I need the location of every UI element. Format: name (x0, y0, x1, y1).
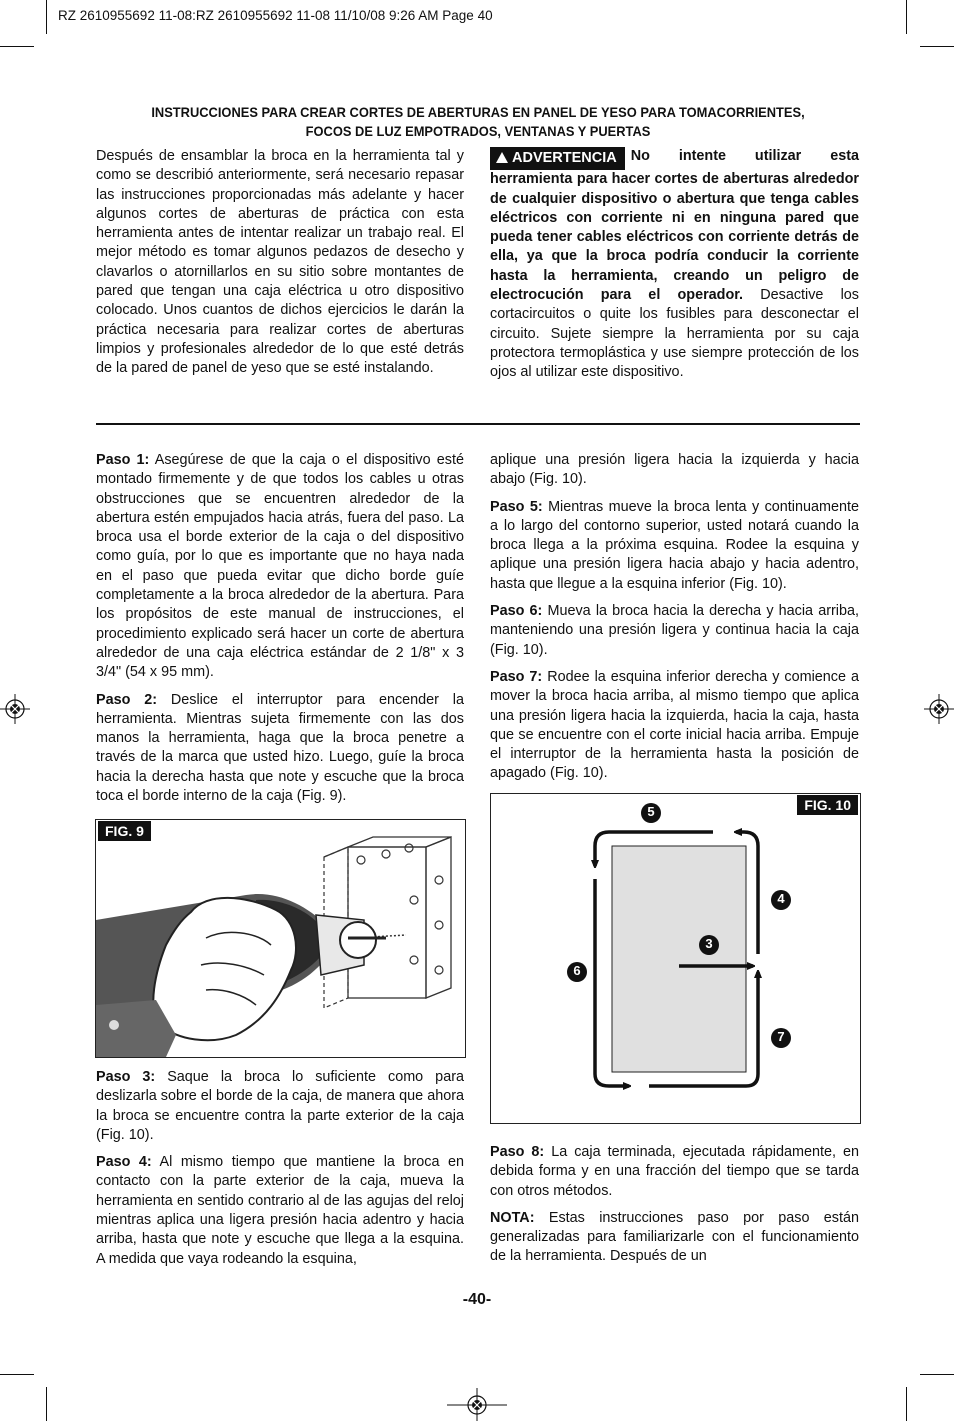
rotary-tool-illustration (96, 820, 465, 1057)
step-text: Rodee la esquina inferior derecha y comience a mover la broca hacia arriba, al mismo tiempo que aplica una presión ligera hacia la izquierda, hacia la caja, hasta que se encuentre con el corte inicial hacia arriba. Empuje el interruptor de la herramienta hasta la posición de apagado (Fig. 10). (490, 668, 859, 782)
step-5 (490, 498, 859, 594)
step-1 (96, 451, 464, 683)
cutout-path-diagram (491, 794, 860, 1123)
steps-left-top (96, 451, 464, 814)
steps-left-bottom (96, 1068, 464, 1277)
step-7 (490, 668, 859, 784)
registration-mark-icon (924, 692, 954, 726)
crop-mark (906, 1387, 907, 1421)
note (490, 1209, 859, 1267)
step-2 (96, 691, 464, 807)
intro-text: Después de ensamblar la broca en la herramienta tal y como se describió anteriormente, será necesario repasar las instrucciones proporcionadas más adelante y hacer algunos cortes de aberturas de práctica con esta herramienta antes de intentar realizar un trabajo real. El mejor método es tomar algunos pedazos de desecho y clavarlos o atornillarlos en su sitio sobre montantes de pared que tengan una caja eléctrica u otro dispositivo colocado. Unos cuantos de dichos ejercicios le darán la práctica necesaria para realizar cortes de aberturas limpios y profesionales alrededor de lo que esté detrás de la pared de panel de yeso que se esté instalando. (96, 148, 464, 377)
note-label: NOTA: (490, 1209, 535, 1226)
figure-10 (490, 793, 861, 1124)
figure-10-label: FIG. 10 (797, 795, 858, 815)
section-divider (96, 423, 860, 425)
marker-6: 6 (573, 963, 581, 978)
step-label: Paso 8: (490, 1144, 545, 1160)
step-label: Paso 2: (96, 691, 158, 708)
note-text: Estas instrucciones paso por paso están generalizadas para familiarizarle con el funcionamiento de la herramienta. Después de un (490, 1209, 859, 1265)
figure-9 (95, 819, 466, 1058)
step-label: Paso 7: (490, 668, 543, 685)
marker-5: 5 (647, 804, 655, 819)
steps-right-bottom (490, 1143, 859, 1275)
step-3 (96, 1068, 464, 1145)
marker-3: 3 (705, 936, 713, 951)
figure-9-label: FIG. 9 (98, 821, 151, 841)
step-label: Paso 4: (96, 1154, 152, 1171)
crop-mark (0, 46, 34, 47)
step-text: Asegúrese de que la caja o el dispositivo esté montado firmemente y de que todos los cables u otras obstrucciones que se encuentren alrededor de la abertura estén empujados hacia atrás, fuera del paso. La broca usa el borde exterior de la caja o del dispositivo como guía, por lo que es importante que no haya nada en el paso que pueda evitar que dicho borde guíe completamente a la broca alrededor de la abertura. Para los propósitos de este manual de instrucciones, el procedimiento explicado será hacer un corte de abertura alrededor de una caja eléctrica estándar de 2 1/8" x 3 3/4" (54 x 95 mm). (96, 452, 464, 681)
step-text: Al mismo tiempo que mantiene la broca en contacto con la parte exterior de la caja, mueva la herramienta en sentido contrario al de las agujas del reloj mientras aplica una ligera presión hacia adentro y hacia arriba, hasta que note y escuche que llega a la esquina. A medida que vaya rodeando la esquina, (96, 1154, 464, 1267)
step-label: Paso 6: (490, 603, 543, 620)
marker-4: 4 (777, 891, 785, 906)
print-slug: RZ 2610955692 11-08:RZ 2610955692 11-08 11/10/08 9:26 AM Page 40 (58, 8, 493, 23)
step-label: Paso 1: (96, 452, 150, 468)
step-text: Mientras mueve la broca lenta y continuamente a lo largo del contorno superior, usted notará cuando la broca llega a la próxima esquina. Rodee la esquina y aplique una presión ligera hacia abajo y hacia adentro, hasta que llegue a la esquina inferior (Fig. 10). (490, 498, 859, 592)
step-6 (490, 602, 859, 660)
marker-7: 7 (777, 1029, 785, 1044)
step-label: Paso 3: (96, 1069, 156, 1085)
warning-triangle-icon (496, 152, 508, 163)
step-4 (96, 1153, 464, 1269)
page-number: -40- (462, 1291, 492, 1308)
crop-mark (920, 46, 954, 47)
step-text: Saque la broca lo suficiente como para deslizarla sobre el borde de la caja, de manera que ahora la broca se encuentre contra la parte exterior de la caja (Fig. 10). (96, 1069, 464, 1143)
step-4-continued: aplique una presión ligera hacia la izquierda y hacia abajo (Fig. 10). (490, 452, 859, 488)
step-text: La caja terminada, ejecutada rápidamente, en debida forma y en una fracción del tiempo que se tarda con otros métodos. (490, 1144, 859, 1199)
step-text: Mueva la broca hacia la derecha y hacia arriba, manteniendo una presión ligera y continua hacia la caja (Fig. 10). (490, 603, 859, 658)
warning-badge-label: ADVERTENCIA (512, 150, 617, 166)
crop-mark (46, 1387, 47, 1421)
section-title (127, 103, 830, 141)
registration-mark-icon (447, 1388, 507, 1421)
registration-mark-icon (0, 692, 30, 726)
crop-mark (906, 0, 907, 34)
intro-paragraph (96, 147, 464, 387)
section-title-line: FOCOS DE LUZ EMPOTRADOS, VENTANAS Y PUERTAS (305, 123, 651, 139)
warning-text: Desactive los cortacircuitos o quite los fusibles para desconectar el circuito. Sujete siempre la herramienta por su caja protectora termoplástica y use siempre protección de los ojos al utilizar este dispositivo. (490, 287, 860, 381)
steps-right-top (490, 451, 859, 792)
warning-block (490, 147, 859, 391)
crop-mark (920, 1374, 954, 1375)
warning-badge (490, 147, 625, 170)
section-title-line: INSTRUCCIONES PARA CREAR CORTES DE ABERTURAS EN PANEL DE YESO PARA TOMACORRIENTES, (151, 104, 805, 120)
step-text: Deslice el interruptor para encender la herramienta. Mientras sujeta firmemente con las dos manos la herramienta, haga que la broca penetre a través de la marca que usted hizo. Luego, guíe la broca hacia la derecha hasta que note y escuche que la broca toca el borde interno de la caja (Fig. 9). (96, 691, 465, 805)
crop-mark (0, 1374, 34, 1375)
step-label: Paso 5: (490, 498, 543, 515)
step-8 (490, 1143, 859, 1201)
warning-bold-text: No intente utilizar esta herramienta para hacer cortes de aberturas alrededor de cualquier dispositivo o abertura que tenga cables eléctricos con corriente ni en ninguna pared que pueda tener cables eléctricos con corriente detrás de ella, ya que la broca podría conducir la corriente hasta la herramienta, creando un peligro de electrocución para el operador. (490, 148, 859, 304)
crop-mark (46, 0, 47, 34)
